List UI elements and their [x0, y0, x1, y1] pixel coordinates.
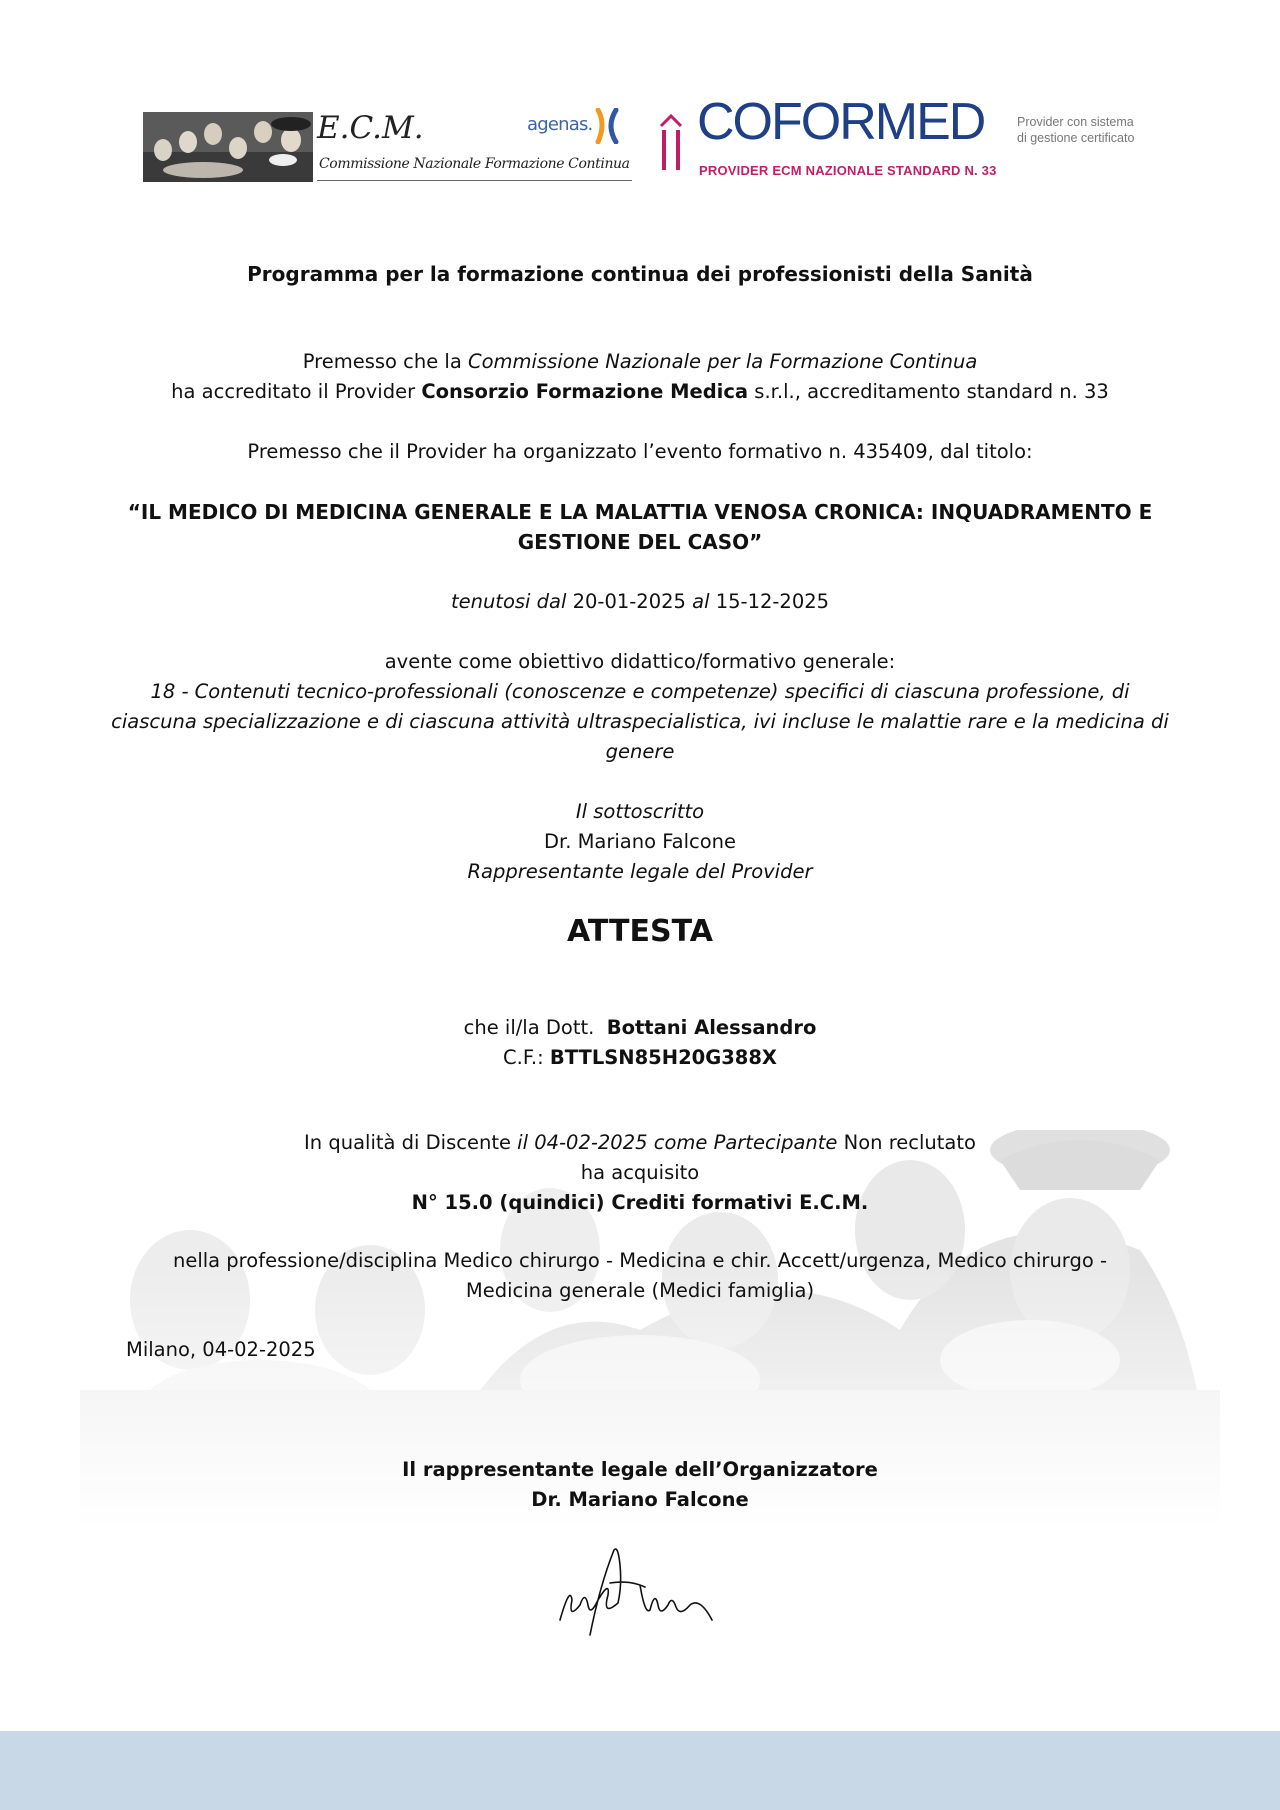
participant-name: Bottani Alessandro [606, 1016, 817, 1039]
coformed-name: COFORMED [697, 93, 985, 151]
participant-block [0, 1013, 1280, 1073]
provider-certification-note [1017, 114, 1134, 146]
event-dates [0, 587, 1280, 617]
provider-name: Consorzio Formazione Medica [421, 380, 749, 403]
role-suffix: Non reclutato [837, 1131, 976, 1154]
profession-discipline: nella professione/disciplina Medico chirurgo - Medicina e chir. Accett/urgenza, Medico chirurgo - Medicina generale (Medici famiglia) [172, 1249, 1108, 1302]
start-date: 20-01-2025 [566, 590, 693, 613]
coformed-mark-icon [657, 112, 685, 172]
undersigned-name: Dr. Mariano Falcone [543, 830, 737, 853]
premise-commission [0, 347, 1280, 407]
dates-label: tenutosi dal [450, 590, 567, 613]
event-title: “IL MEDICO DI MEDICINA GENERALE E LA MALATTIA VENOSA CRONICA: INQUADRAMENTO E GESTIONE DEL CASO” [127, 500, 1153, 554]
participant-line [0, 1013, 1280, 1043]
end-date: 15-12-2025 [709, 590, 830, 613]
ecm-title: E.C.M. [317, 110, 424, 146]
fiscal-code-line [0, 1043, 1280, 1073]
program-title: Programma per la formazione continua dei professionisti della Sanità [247, 262, 1033, 286]
credits-awarded: N° 15.0 (quindici) Crediti formativi E.C.M. [411, 1191, 869, 1214]
acquired-line: ha acquisito [580, 1161, 700, 1184]
role-date: il 04-02-2025 come Partecipante [517, 1131, 838, 1154]
premise-line-1 [0, 347, 1280, 377]
role-line [0, 1128, 1280, 1158]
coformed-logo [657, 93, 1007, 186]
agenas-text: agenas. [527, 114, 593, 135]
undersigned-role: Rappresentante legale del Provider [467, 860, 813, 883]
ecm-painting-icon [143, 112, 313, 182]
ecm-subtitle: Commissione Nazionale Formazione Continua [319, 156, 630, 172]
premise-line2-suffix: s.r.l., accreditamento standard n. 33 [748, 380, 1109, 403]
place-date: Milano, 04-02-2025 [126, 1338, 316, 1361]
legal-representative [0, 1455, 1280, 1515]
fiscal-code-label: C.F.: [503, 1046, 550, 1069]
dates-al: al [692, 590, 710, 613]
objective-text: 18 - Contenuti tecnico-professionali (conoscenze e competenze) specifici di ciascuna professione, di ciascuna specializzazione e di ciascuna attività ultraspecialistica, ivi incluse le malattie rare e la medicina di genere [111, 680, 1169, 763]
participant-prefix: che il/la Dott. [463, 1016, 607, 1039]
agenas-mark-icon [594, 108, 620, 144]
signature-image [540, 1525, 740, 1645]
agenas-logo [527, 108, 637, 148]
coformed-subtitle: PROVIDER ECM NAZIONALE STANDARD N. 33 [699, 163, 997, 178]
premise-line2-prefix: ha accreditato il Provider [171, 380, 422, 403]
header-logos [0, 93, 1280, 200]
premise-line-2 [0, 377, 1280, 407]
premise-prefix: Premesso che la [302, 350, 469, 373]
provider-cert-line1: Provider con sistema [1017, 115, 1134, 129]
role-block [0, 1128, 1280, 1188]
undersigned-label: Il sottoscritto [575, 800, 705, 823]
legal-rep-name: Dr. Mariano Falcone [531, 1488, 749, 1511]
undersigned-block [0, 797, 1280, 887]
footer-band [0, 1731, 1280, 1810]
role-prefix: In qualità di Discente [304, 1131, 518, 1154]
ecm-underline [317, 180, 632, 181]
objective-intro: avente come obiettivo didattico/formativo generale: [384, 650, 896, 673]
fiscal-code-value: BTTLSN85H20G388X [549, 1046, 777, 1069]
provider-cert-line2: di gestione certificato [1017, 131, 1135, 145]
attesta-heading: ATTESTA [567, 914, 713, 949]
premise-event: Premesso che il Provider ha organizzato l’evento formativo n. 435409, dal titolo: [247, 440, 1033, 463]
legal-rep-title: Il rappresentante legale dell’Organizzatore [402, 1458, 878, 1481]
commission-name: Commissione Nazionale per la Formazione Continua [468, 350, 978, 373]
